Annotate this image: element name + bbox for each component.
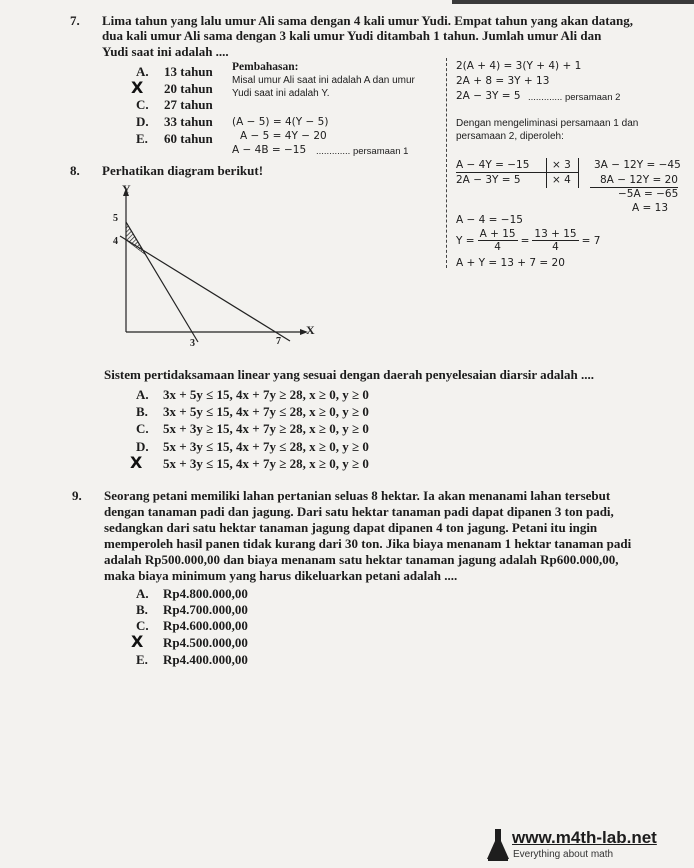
- q9-option-c-letter[interactable]: C.: [136, 618, 149, 633]
- pembahasan-title: Pembahasan:: [232, 61, 299, 73]
- q8-diagram: [108, 182, 318, 352]
- q9-option-b-letter[interactable]: B.: [136, 602, 148, 617]
- q7-option-b[interactable]: 20 tahun: [164, 81, 213, 96]
- q8-answer-x-mark: X: [130, 453, 143, 472]
- q7-option-d[interactable]: 33 tahun: [164, 114, 213, 129]
- y-tick-4: 4: [113, 236, 118, 247]
- elim-left-2: 2A − 3Y = 5: [456, 174, 521, 186]
- pembahasan-r-3: 2A − 3Y = 5: [456, 90, 521, 102]
- pembahasan-intro-2: Yudi saat ini adalah Y.: [232, 88, 330, 99]
- q9-line-4: memperoleh hasil panen tidak kurang dari 30 ton. Jika biaya menanam 1 hektar tanaman padi: [104, 536, 632, 551]
- footer-site-url[interactable]: www.m4th-lab.net: [512, 828, 657, 847]
- q9-number: 9.: [72, 488, 82, 503]
- s2-fraction-1: [478, 228, 518, 253]
- s2-num-1: A + 15: [479, 228, 516, 240]
- y-axis-label: Y: [122, 182, 131, 196]
- q7-line-1: Lima tahun yang lalu umur Ali sama dengan 4 kali umur Yudi. Empat tahun yang akan datang,: [102, 13, 634, 28]
- x-axis-label: X: [306, 323, 315, 337]
- q9-option-c[interactable]: Rp4.600.000,00: [163, 618, 248, 633]
- q9-option-b[interactable]: Rp4.700.000,00: [163, 602, 248, 617]
- s2-fraction-2: [532, 228, 578, 253]
- q9-line-2: dengan tanaman padi dan jagung. Dari satu hektar tanaman padi dapat dipanen 3 ton padi,: [104, 504, 614, 519]
- pembahasan-r-1: 2(A + 4) = 3(Y + 4) + 1: [456, 60, 582, 72]
- elim-rule-left: [456, 172, 578, 173]
- pembahasan-eq-2: A − 5 = 4Y − 20: [240, 130, 327, 142]
- q8-option-d-letter[interactable]: D.: [136, 439, 149, 454]
- q8-option-b[interactable]: 3x + 5y ≤ 15, 4x + 7y ≤ 28, x ≥ 0, y ≥ 0: [163, 404, 369, 419]
- q9-line-3: sedangkan dari satu hektar tanaman jagung dapat dipanen 4 ton jagung. Petani itu ingin: [104, 520, 598, 535]
- q8-option-b-letter[interactable]: B.: [136, 404, 148, 419]
- q7-option-e[interactable]: 60 tahun: [164, 131, 213, 146]
- q8-option-a-letter[interactable]: A.: [136, 387, 149, 402]
- elim-right-1: 3A − 12Y = −45: [594, 159, 681, 171]
- s2-lhs: Y =: [456, 234, 475, 247]
- pembahasan-eq-3: A − 4B = −15: [232, 144, 307, 156]
- q7-option-d-letter[interactable]: D.: [136, 114, 149, 129]
- q8-question: Sistem pertidaksamaan linear yang sesuai dengan daerah penyelesaian diarsir adalah ....: [104, 367, 594, 382]
- solution-step-3: A + Y = 13 + 7 = 20: [456, 257, 565, 269]
- pembahasan-eq-3-label: ............. persamaan 1: [316, 146, 409, 157]
- top-edge-bar: [452, 0, 694, 4]
- pembahasan-r-5: persamaan 2, diperoleh:: [456, 131, 564, 142]
- q7-option-c-letter[interactable]: C.: [136, 97, 149, 112]
- pembahasan-eq-1: (A − 5) = 4(Y − 5): [232, 116, 329, 128]
- pembahasan-separator: [446, 58, 447, 268]
- elim-right-2: 8A − 12Y = 20: [600, 174, 678, 186]
- q9-option-d[interactable]: Rp4.500.000,00: [163, 635, 248, 650]
- line-4x-7y-28: [120, 236, 290, 341]
- elim-right-3: −5A = −65: [618, 188, 679, 200]
- q9-line-6: maka biaya minimum yang harus dikeluarkan petani adalah ....: [104, 568, 458, 583]
- q9-option-a-letter[interactable]: A.: [136, 586, 149, 601]
- s2-eq: =: [520, 234, 530, 247]
- elim-left-1: A − 4Y = −15: [456, 159, 530, 171]
- q7-option-e-letter[interactable]: E.: [136, 131, 148, 146]
- q7-line-3: Yudi saat ini adalah ....: [102, 44, 229, 59]
- solution-step-2: [456, 228, 600, 253]
- elim-mul-1: × 3: [552, 159, 571, 171]
- x-tick-7: 7: [276, 336, 281, 347]
- q9-line-1: Seorang petani memiliki lahan pertanian seluas 8 hektar. Ia akan menanami lahan tersebut: [104, 488, 611, 503]
- footer-tagline: Everything about math: [513, 849, 614, 860]
- q7-option-a[interactable]: 13 tahun: [164, 64, 213, 79]
- q8-number: 8.: [70, 163, 80, 178]
- pembahasan-r-3-label: ............. persamaan 2: [528, 92, 621, 103]
- q7-number: 7.: [70, 13, 80, 28]
- pembahasan-r-2: 2A + 8 = 3Y + 13: [456, 75, 550, 87]
- x-tick-3: 3: [190, 338, 195, 349]
- y-tick-5: 5: [113, 213, 118, 224]
- elim-bar-1: [546, 158, 547, 188]
- elim-mul-2: × 4: [552, 174, 571, 186]
- s2-result: = 7: [581, 234, 601, 247]
- q7-option-a-letter[interactable]: A.: [136, 64, 149, 79]
- q9-option-e[interactable]: Rp4.400.000,00: [163, 652, 248, 667]
- elim-bar-2: [578, 158, 579, 188]
- q9-option-e-letter[interactable]: E.: [136, 652, 148, 667]
- pembahasan-r-4: Dengan mengeliminasi persamaan 1 dan: [456, 118, 639, 129]
- line-5x-3y-15: [126, 222, 198, 342]
- s2-den-1: 4: [494, 241, 501, 253]
- flask-logo-icon: [486, 828, 510, 862]
- q8-option-c[interactable]: 5x + 3y ≥ 15, 4x + 7y ≥ 28, x ≥ 0, y ≥ 0: [163, 421, 369, 436]
- q8-option-c-letter[interactable]: C.: [136, 421, 149, 436]
- s2-den-2: 4: [552, 241, 559, 253]
- s2-num-2: 13 + 15: [534, 228, 577, 240]
- q8-option-d[interactable]: 5x + 3y ≤ 15, 4x + 7y ≤ 28, x ≥ 0, y ≥ 0: [163, 439, 369, 454]
- q7-line-2: dua kali umur Ali sama dengan 3 kali umur Yudi ditambah 1 tahun. Jumlah umur Ali dan: [102, 28, 602, 43]
- q9-line-5: adalah Rp500.000,00 dan biaya menanam satu hektar tanaman jagung adalah Rp600.000,00,: [104, 552, 619, 567]
- q9-option-a[interactable]: Rp4.800.000,00: [163, 586, 248, 601]
- solution-step-1: A − 4 = −15: [456, 214, 523, 226]
- pembahasan-intro-1: Misal umur Ali saat ini adalah A dan umur: [232, 75, 415, 86]
- q9-answer-x-mark: X: [131, 632, 144, 651]
- q8-option-a[interactable]: 3x + 5y ≤ 15, 4x + 7y ≥ 28, x ≥ 0, y ≥ 0: [163, 387, 369, 402]
- q7-answer-x-mark: X: [131, 78, 144, 97]
- q8-option-e[interactable]: 5x + 3y ≤ 15, 4x + 7y ≥ 28, x ≥ 0, y ≥ 0: [163, 456, 369, 471]
- elim-right-4: A = 13: [632, 202, 669, 214]
- q7-option-c[interactable]: 27 tahun: [164, 97, 213, 112]
- q8-prompt: Perhatikan diagram berikut!: [102, 163, 264, 178]
